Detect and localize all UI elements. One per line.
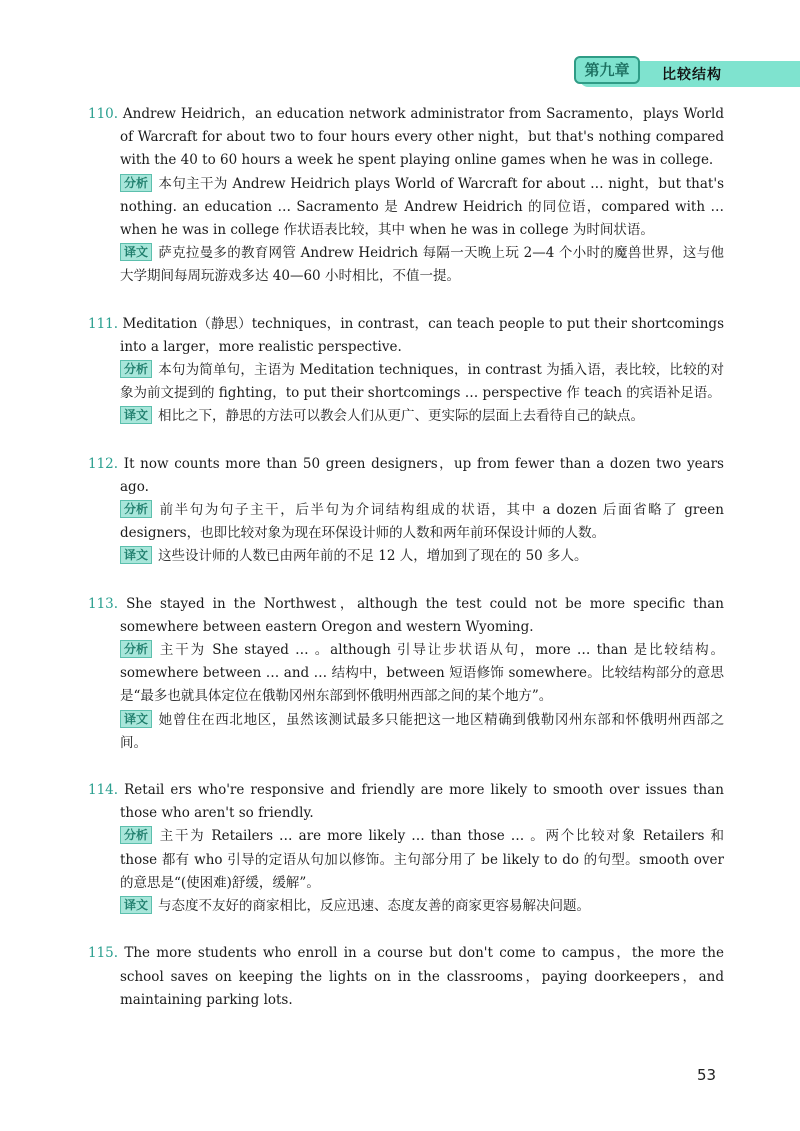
analysis-text: 主干为 Retailers … are more likely … than those … 。两个比较对象 Retailers 和 those 都有 who 引导的定语从句加以修饰。主句部分用了 be likely to do 的句型。smooth over 的意思是“(使困难)舒缓，缓解”。 (120, 828, 724, 891)
translation-text: 这些设计师的人数已由两年前的不足 12 人，增加到了现在的 50 多人。 (158, 548, 588, 565)
sentence-number: 112. (88, 455, 119, 472)
sentence-number: 110. (88, 106, 119, 122)
chapter-header (574, 56, 800, 90)
sentence-text: It now counts more than 50 green designers，up from fewer than a dozen two years ago. (120, 455, 724, 495)
sentence-item-115 (88, 942, 724, 1012)
example-sentence (88, 779, 724, 825)
page-number: 53 (697, 1066, 717, 1084)
translation-note (120, 405, 724, 428)
translation-tag: 译文 (120, 243, 152, 261)
translation-note (120, 545, 724, 568)
sentence-item-110 (88, 103, 724, 289)
analysis-note (120, 173, 724, 243)
translation-tag: 译文 (120, 896, 152, 914)
analysis-note (120, 639, 724, 709)
sentence-number: 114. (88, 782, 119, 799)
analysis-tag: 分析 (120, 500, 152, 518)
sentence-number: 113. (88, 595, 119, 612)
sentence-number: 111. (88, 315, 119, 332)
translation-tag: 译文 (120, 710, 152, 728)
main-content (88, 103, 724, 1036)
sentence-item-113 (88, 593, 724, 755)
analysis-note (120, 359, 724, 405)
sentence-text: She stayed in the Northwest，although the test could not be more specific than somewhere between eastern Oregon and western Wyoming. (120, 595, 724, 635)
analysis-note (120, 825, 724, 895)
translation-tag: 译文 (120, 406, 152, 424)
analysis-note (120, 499, 724, 545)
translation-tag: 译文 (120, 546, 152, 564)
example-sentence (88, 942, 724, 1012)
sentence-item-111 (88, 313, 724, 429)
sentence-item-114 (88, 779, 724, 918)
sentence-text: The more students who enroll in a course but don't come to campus，the more the school saves on keeping the lights on in the classrooms，paying doorkeepers，and maintaining parking lots. (120, 945, 724, 1008)
sentence-text: Andrew Heidrich，an education network administrator from Sacramento，plays World of Warcraft for about two to four hours every other night，but that's nothing compared with the 40 to 60 hours a week he spent playing online games when he was in college. (120, 106, 724, 169)
sentence-number: 115. (88, 945, 119, 962)
analysis-text: 本句主干为 Andrew Heidrich plays World of Warcraft for about … night，but that's nothing. an education … Sacramento 是 Andrew Heidrich 的同位语，compared with … when he was in college 作状语表比较，其中 when he was in college 为时间状语。 (120, 175, 724, 239)
analysis-tag: 分析 (120, 640, 152, 658)
translation-note (120, 242, 724, 288)
translation-text: 萨克拉曼多的教育网管 Andrew Heidrich 每隔一天晚上玩 2—4 个小时的魔兽世界，这与他大学期间每周玩游戏多达 40—60 小时相比，不值一提。 (120, 245, 724, 285)
translation-text: 与态度不友好的商家相比，反应迅速、态度友善的商家更容易解决问题。 (158, 898, 591, 915)
sentence-text: Meditation（静思）techniques，in contrast，can teach people to put their shortcomings into a larger，more realistic perspective. (120, 315, 724, 355)
analysis-tag: 分析 (120, 174, 152, 192)
example-sentence (88, 313, 724, 359)
translation-text: 相比之下，静思的方法可以教会人们从更广、更实际的层面上去看待自己的缺点。 (158, 408, 645, 425)
translation-text: 她曾住在西北地区，虽然该测试最多只能把这一地区精确到俄勒冈州东部和怀俄明州西部之间。 (120, 711, 724, 751)
chapter-topic: 比较结构 (662, 67, 722, 83)
analysis-text: 主干为 She stayed … 。although 引导让步状语从句，more … than 是比较结构。somewhere between … and … 结构中，between 短语修饰 somewhere。比较结构部分的意思是“最多也就具体定位在俄勒冈州东部到怀俄明州西部之间的某个地方”。 (120, 642, 724, 705)
example-sentence (88, 453, 724, 499)
chapter-badge: 第九章 (574, 56, 640, 84)
analysis-text: 本句为简单句，主语为 Meditation techniques，in contrast 为插入语，表比较，比较的对象为前文提到的 fighting，to put their shortcomings … perspective 作 teach 的宾语补足语。 (120, 362, 724, 402)
example-sentence (88, 593, 724, 639)
analysis-tag: 分析 (120, 360, 152, 378)
example-sentence (88, 103, 724, 173)
translation-note (120, 709, 724, 755)
sentence-item-112 (88, 453, 724, 569)
sentence-text: Retail ers who're responsive and friendly are more likely to smooth over issues than those who aren't so friendly. (120, 782, 725, 822)
translation-note (120, 895, 724, 918)
analysis-text: 前半句为句子主干，后半句为介词结构组成的状语，其中 a dozen 后面省略了 green designers，也即比较对象为现在环保设计师的人数和两年前环保设计师的人数。 (120, 502, 724, 542)
analysis-tag: 分析 (120, 826, 152, 844)
